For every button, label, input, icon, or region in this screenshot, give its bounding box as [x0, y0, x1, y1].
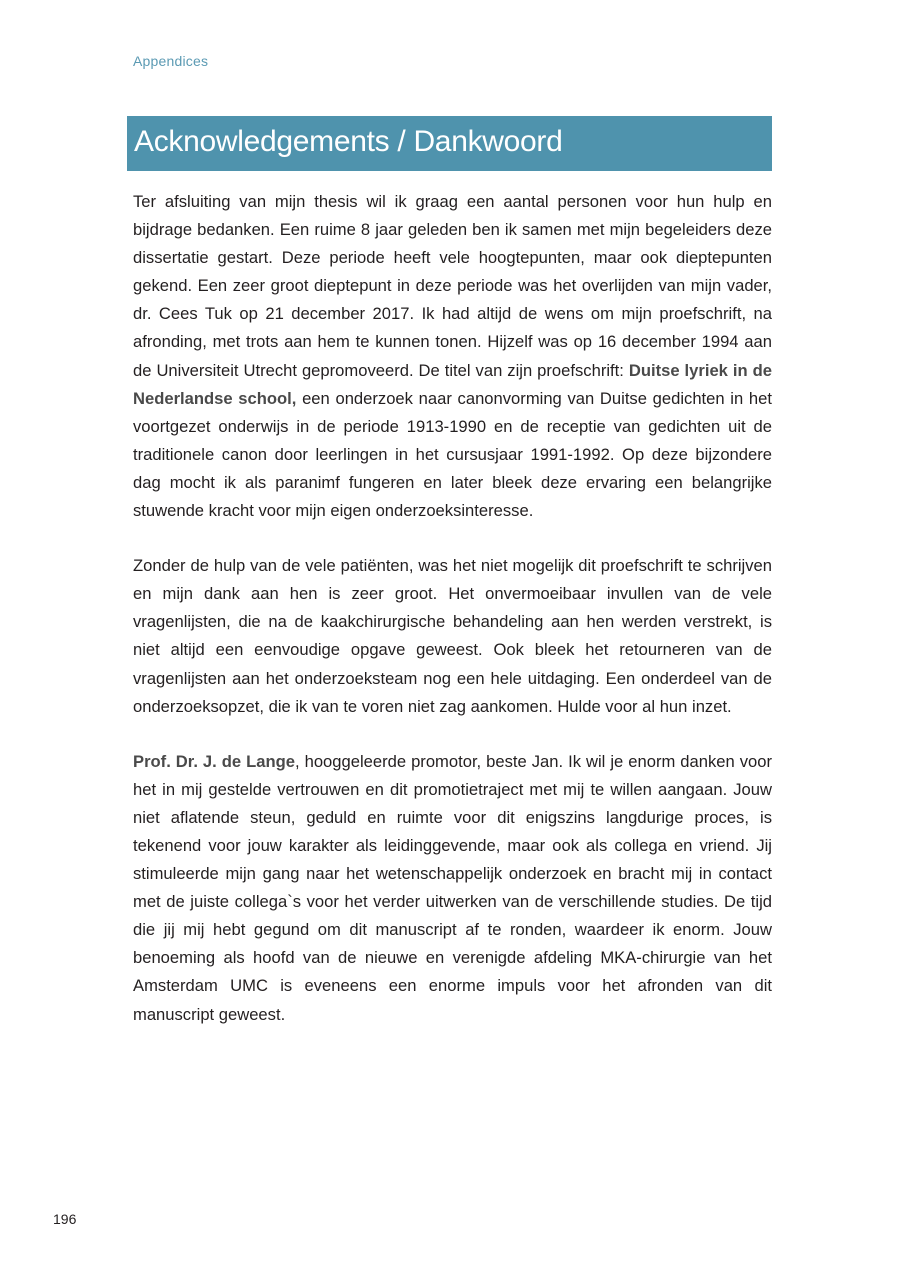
running-head: Appendices: [133, 53, 209, 69]
body-text: [133, 188, 772, 1056]
paragraph-1-text-after: een onderzoek naar canonvorming van Duitse gedichten in het voortgezet onderwijs in de periode 1913-1990 en de receptie van gedichten uit de traditionele canon door leerlingen in het cursusjaar 1991-1992. Op deze bijzondere dag mocht ik als paranimf fungeren en later bleek deze ervaring een belangrijke stuwende kracht voor mijn eigen onderzoeksinteresse.: [133, 388, 772, 521]
paragraph-1-thesis-title: Duitse lyriek in de Nederlandse school,: [133, 360, 772, 408]
page-title: Acknowledgements / Dankwoord: [134, 125, 563, 158]
paragraph-3-promotor-name: Prof. Dr. J. de Lange: [133, 751, 295, 771]
paragraph-3: [133, 748, 772, 1029]
paragraph-1-text-before: Ter afsluiting van mijn thesis wil ik graag een aantal personen voor hun hulp en bijdrage bedanken. Een ruime 8 jaar geleden ben ik samen met mijn begeleiders deze dissertatie gestart. Deze periode heeft vele hoogtepunten, maar ook dieptepunten gekend. Een zeer groot dieptepunt in deze periode was het overlijden van mijn vader, dr. Cees Tuk op 21 december 2017. Ik had altijd de wens om mijn proefschrift, na afronding, met trots aan hem te kunnen tonen. Hijzelf was op 16 december 1994 aan de Universiteit Utrecht gepromoveerd. De titel van zijn proefschrift:: [133, 192, 772, 380]
paragraph-1: [133, 188, 772, 525]
paragraph-2-text: Zonder de hulp van de vele patiënten, was het niet mogelijk dit proefschrift te schrijven en mijn dank aan hen is zeer groot. Het onvermoeibaar invullen van de vele vragenlijsten, die na de kaakchirurgische behandeling aan hen werden verstrekt, is niet altijd een eenvoudige opgave geweest. Ook bleek het retourneren van de vragenlijsten aan het onderzoeksteam nog een hele uitdaging. Een onderdeel van de onderzoeksopzet, die ik van te voren niet zag aankomen. Hulde voor al hun inzet.: [133, 556, 772, 716]
section-title-band: [127, 116, 772, 171]
paragraph-3-text: , hooggeleerde promotor, beste Jan. Ik wil je enorm danken voor het in mij gestelde vertrouwen en dit promotietraject met mij te willen aangaan. Jouw niet aflatende steun, geduld en ruimte voor dit enigszins langdurige proces, is tekenend voor jouw karakter als leidinggevende, maar ook als collega en vriend. Jij stimuleerde mijn gang naar het wetenschappelijk onderzoek en bracht mij in contact met de juiste collega`s voor het verder uitwerken van de verschillende studies. De tijd die jij mij hebt gegund om dit manuscript af te ronden, waardeer ik enorm. Jouw benoeming als hoofd van de nieuwe en verenigde afdeling MKA-chirurgie van het Amsterdam UMC is eveneens een enorme impuls voor het afronden van dit manuscript geweest.: [133, 751, 772, 1024]
paragraph-2: [133, 552, 772, 721]
page-number: 196: [53, 1211, 77, 1227]
